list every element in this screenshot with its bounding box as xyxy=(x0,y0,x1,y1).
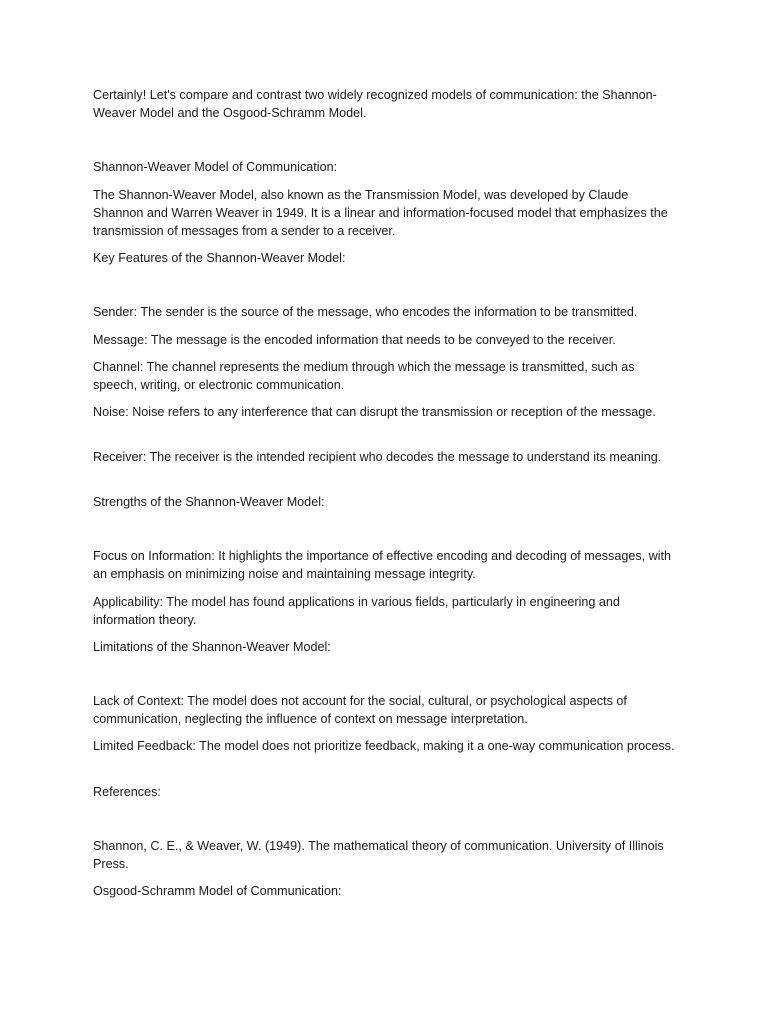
section-heading-osgood-schramm: Osgood-Schramm Model of Communication: xyxy=(93,884,342,898)
feature-noise: Noise: Noise refers to any interference that can disrupt the transmission or reception of the message. xyxy=(93,405,656,419)
intro-paragraph: Certainly! Let's compare and contrast two widely recognized models of communication: the Shannon-Weaver Model and the Osgood-Schramm Model. xyxy=(93,88,657,120)
strengths-heading: Strengths of the Shannon-Weaver Model: xyxy=(93,495,325,509)
limitation-limited-feedback: Limited Feedback: The model does not prioritize feedback, making it a one-way communication process. xyxy=(93,739,675,753)
limitations-heading: Limitations of the Shannon-Weaver Model: xyxy=(93,640,331,654)
section-heading-shannon-weaver: Shannon-Weaver Model of Communication: xyxy=(93,160,338,174)
strength-applicability: Applicability: The model has found applications in various fields, particularly in engineering and information theory. xyxy=(93,595,620,627)
limitation-lack-of-context: Lack of Context: The model does not account for the social, cultural, or psychological aspects of communication, neglecting the influence of context on message interpretation. xyxy=(93,694,627,726)
strength-focus-on-information: Focus on Information: It highlights the importance of effective encoding and decoding of messages, with an emphasis on minimizing noise and maintaining message integrity. xyxy=(93,549,672,581)
feature-receiver: Receiver: The receiver is the intended recipient who decodes the message to understand its meaning. xyxy=(93,450,662,464)
feature-sender: Sender: The sender is the source of the message, who encodes the information to be transmitted. xyxy=(93,305,638,319)
shannon-weaver-description: The Shannon-Weaver Model, also known as the Transmission Model, was developed by Claude Shannon and Warren Weaver in 1949. It is a linear and information-focused model that emphasizes the transmission of messages from a sender to a receiver. xyxy=(93,188,668,238)
feature-message: Message: The message is the encoded information that needs to be conveyed to the receiver. xyxy=(93,333,616,347)
reference-entry: Shannon, C. E., & Weaver, W. (1949). The mathematical theory of communication. University of Illinois Press. xyxy=(93,839,664,871)
feature-channel: Channel: The channel represents the medium through which the message is transmitted, such as speech, writing, or electronic communication. xyxy=(93,360,635,392)
key-features-heading: Key Features of the Shannon-Weaver Model: xyxy=(93,251,346,265)
references-heading: References: xyxy=(93,785,161,799)
